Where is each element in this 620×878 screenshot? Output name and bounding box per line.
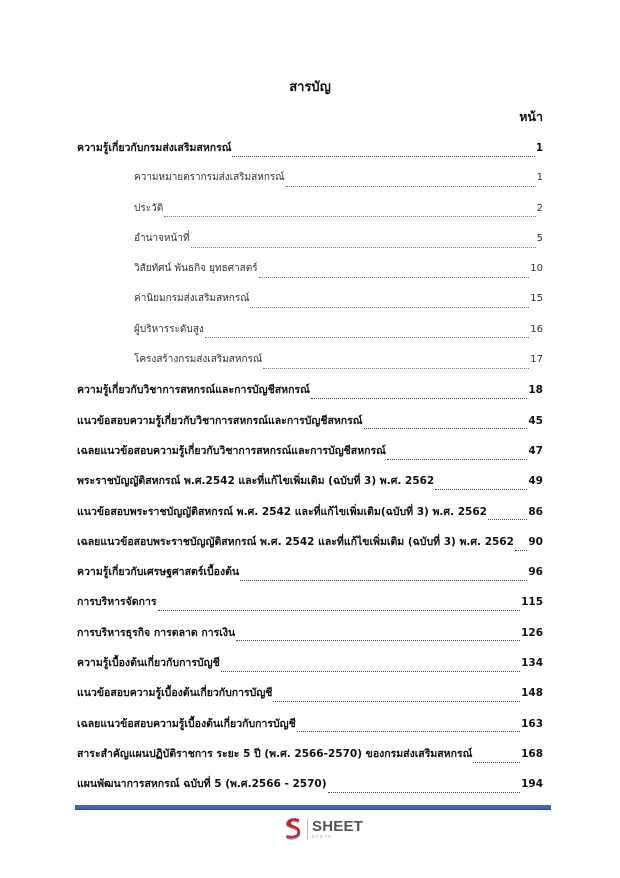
logo-brand: SHEET — [312, 817, 364, 835]
toc-entry-page: 134 — [521, 657, 543, 670]
toc-entry-label: ความหมายตรากรมส่งเสริมสหกรณ์ — [134, 172, 285, 184]
toc-entry — [77, 562, 543, 592]
dot-leader — [250, 307, 529, 308]
toc-entry — [77, 623, 543, 653]
toc-entry-page: 1 — [536, 172, 543, 184]
toc-entry — [77, 259, 543, 289]
toc-entry-label: ผู้บริหารระดับสูง — [134, 323, 204, 335]
toc-entry — [77, 592, 543, 622]
toc-entry-label: ความรู้เบื้องต้นเกี่ยวกับการบัญชี — [77, 657, 220, 670]
toc-entry-page: 168 — [521, 747, 543, 760]
toc-entry — [77, 229, 543, 259]
dot-leader — [259, 277, 530, 278]
dot-leader — [158, 610, 521, 611]
footer-rule — [75, 805, 551, 810]
dot-leader — [364, 428, 528, 429]
dot-leader — [164, 216, 535, 217]
toc-entry-page: 1 — [535, 142, 543, 154]
dot-leader — [297, 731, 520, 732]
toc-entry — [77, 471, 543, 501]
page-column-label: หน้า — [519, 109, 543, 124]
toc-entry — [77, 683, 543, 713]
toc-entry-page: 90 — [528, 535, 543, 548]
toc-entry-label: แนวข้อสอบความรู้เกี่ยวกับวิชาการสหกรณ์และการบัญชีสหกรณ์ — [77, 414, 363, 427]
toc-entry — [77, 532, 543, 562]
toc-entry-label: เฉลยแนวข้อสอบพระราชบัญญัติสหกรณ์ พ.ศ. 2542 และที่แก้ไขเพิ่มเติม (ฉบับที่ 3) พ.ศ. 2562 — [77, 535, 514, 548]
toc-entry-label: ประวัติ — [134, 202, 164, 214]
dot-leader — [515, 550, 527, 551]
logo-divider — [307, 819, 308, 839]
toc-entry-label: แนวข้อสอบความรู้เบื้องต้นเกี่ยวกับการบัญชี — [77, 687, 273, 700]
dot-leader — [473, 762, 520, 763]
toc-entry — [77, 744, 543, 774]
toc-entry — [77, 411, 543, 441]
toc-entry-label: การบริหารธุรกิจ การตลาด การเงิน — [77, 626, 236, 639]
toc-entry-label: ความรู้เกี่ยวกับเศรษฐศาสตร์เบื้องต้น — [77, 566, 240, 579]
sheet-store-logo — [282, 816, 363, 842]
toc-entry-label: แนวข้อสอบพระราชบัญญัติสหกรณ์ พ.ศ. 2542 และที่แก้ไขเพิ่มเติม(ฉบับที่ 3) พ.ศ. 2562 — [77, 505, 487, 518]
toc-entry — [77, 380, 543, 410]
toc-entry-label: เฉลยแนวข้อสอบความรู้เบื้องต้นเกี่ยวกับการบัญชี — [77, 717, 296, 730]
dot-leader — [435, 489, 527, 490]
toc-entry-page: 18 — [528, 384, 543, 397]
toc-entry — [77, 138, 543, 168]
toc-entry-label: อำนาจหน้าที่ — [134, 232, 190, 244]
toc-entry-page: 5 — [536, 232, 543, 244]
toc-entry-page: 45 — [528, 414, 543, 427]
toc-title: สารบัญ — [289, 80, 331, 95]
toc-entry-label: ค่านิยมกรมส่งเสริมสหกรณ์ — [134, 293, 250, 305]
toc-entry-page: 148 — [521, 687, 543, 700]
logo-wordmark — [312, 819, 363, 840]
toc-entry-page: 47 — [528, 444, 543, 457]
dot-leader — [232, 156, 534, 157]
dot-leader — [263, 368, 529, 369]
dot-leader — [273, 701, 520, 702]
toc-entry — [77, 774, 543, 804]
dot-leader — [488, 519, 527, 520]
toc-entry — [77, 653, 543, 683]
toc-entry-page: 115 — [521, 596, 543, 609]
toc-entry-label: เฉลยแนวข้อสอบความรู้เกี่ยวกับวิชาการสหกรณ์และการบัญชีสหกรณ์ — [77, 444, 386, 457]
logo-tagline: store — [312, 833, 334, 840]
toc-entry-label: การบริหารจัดการ — [77, 596, 157, 609]
toc-entry-label: ความรู้เกี่ยวกับกรมส่งเสริมสหกรณ์ — [77, 142, 232, 154]
toc-entry-label: พระราชบัญญัติสหกรณ์ พ.ศ.2542 และที่แก้ไขเพิ่มเติม (ฉบับที่ 3) พ.ศ. 2562 — [77, 475, 435, 488]
dot-leader — [191, 247, 536, 248]
toc-entry-page: 49 — [528, 475, 543, 488]
toc-entry-page: 86 — [528, 505, 543, 518]
table-of-contents — [77, 138, 543, 805]
toc-entry-page: 17 — [530, 354, 543, 366]
toc-entry-label: วิสัยทัศน์ พันธกิจ ยุทธศาสตร์ — [134, 263, 258, 275]
toc-entry — [77, 350, 543, 380]
toc-entry-page: 96 — [528, 566, 543, 579]
sheet-store-s-logo-icon — [282, 817, 304, 841]
toc-entry — [77, 168, 543, 198]
toc-entry — [77, 714, 543, 744]
toc-entry — [77, 199, 543, 229]
toc-entry-page: 2 — [536, 202, 543, 214]
toc-entry-label: สาระสำคัญแผนปฏิบัติราชการ ระยะ 5 ปี (พ.ศ. 2566-2570) ของกรมส่งเสริมสหกรณ์ — [77, 747, 473, 760]
dot-leader — [311, 398, 528, 399]
toc-entry — [77, 289, 543, 319]
toc-entry-page: 15 — [530, 293, 543, 305]
dot-leader — [240, 580, 527, 581]
dot-leader — [286, 186, 536, 187]
toc-entry-page: 194 — [521, 778, 543, 791]
toc-entry — [77, 441, 543, 471]
dot-leader — [328, 792, 521, 793]
toc-entry-page: 10 — [530, 263, 543, 275]
dot-leader — [387, 459, 528, 460]
toc-entry-label: แผนพัฒนาการสหกรณ์ ฉบับที่ 5 (พ.ศ.2566 - 2570) — [77, 778, 327, 791]
dot-leader — [236, 640, 520, 641]
dot-leader — [205, 337, 530, 338]
toc-entry-label: โครงสร้างกรมส่งเสริมสหกรณ์ — [134, 354, 263, 366]
toc-entry — [77, 502, 543, 532]
toc-entry-page: 163 — [521, 717, 543, 730]
dot-leader — [221, 671, 520, 672]
toc-entry-page: 126 — [521, 626, 543, 639]
toc-entry-label: ความรู้เกี่ยวกับวิชาการสหกรณ์และการบัญชีสหกรณ์ — [77, 384, 310, 397]
toc-entry — [77, 320, 543, 350]
toc-entry-page: 16 — [530, 323, 543, 335]
